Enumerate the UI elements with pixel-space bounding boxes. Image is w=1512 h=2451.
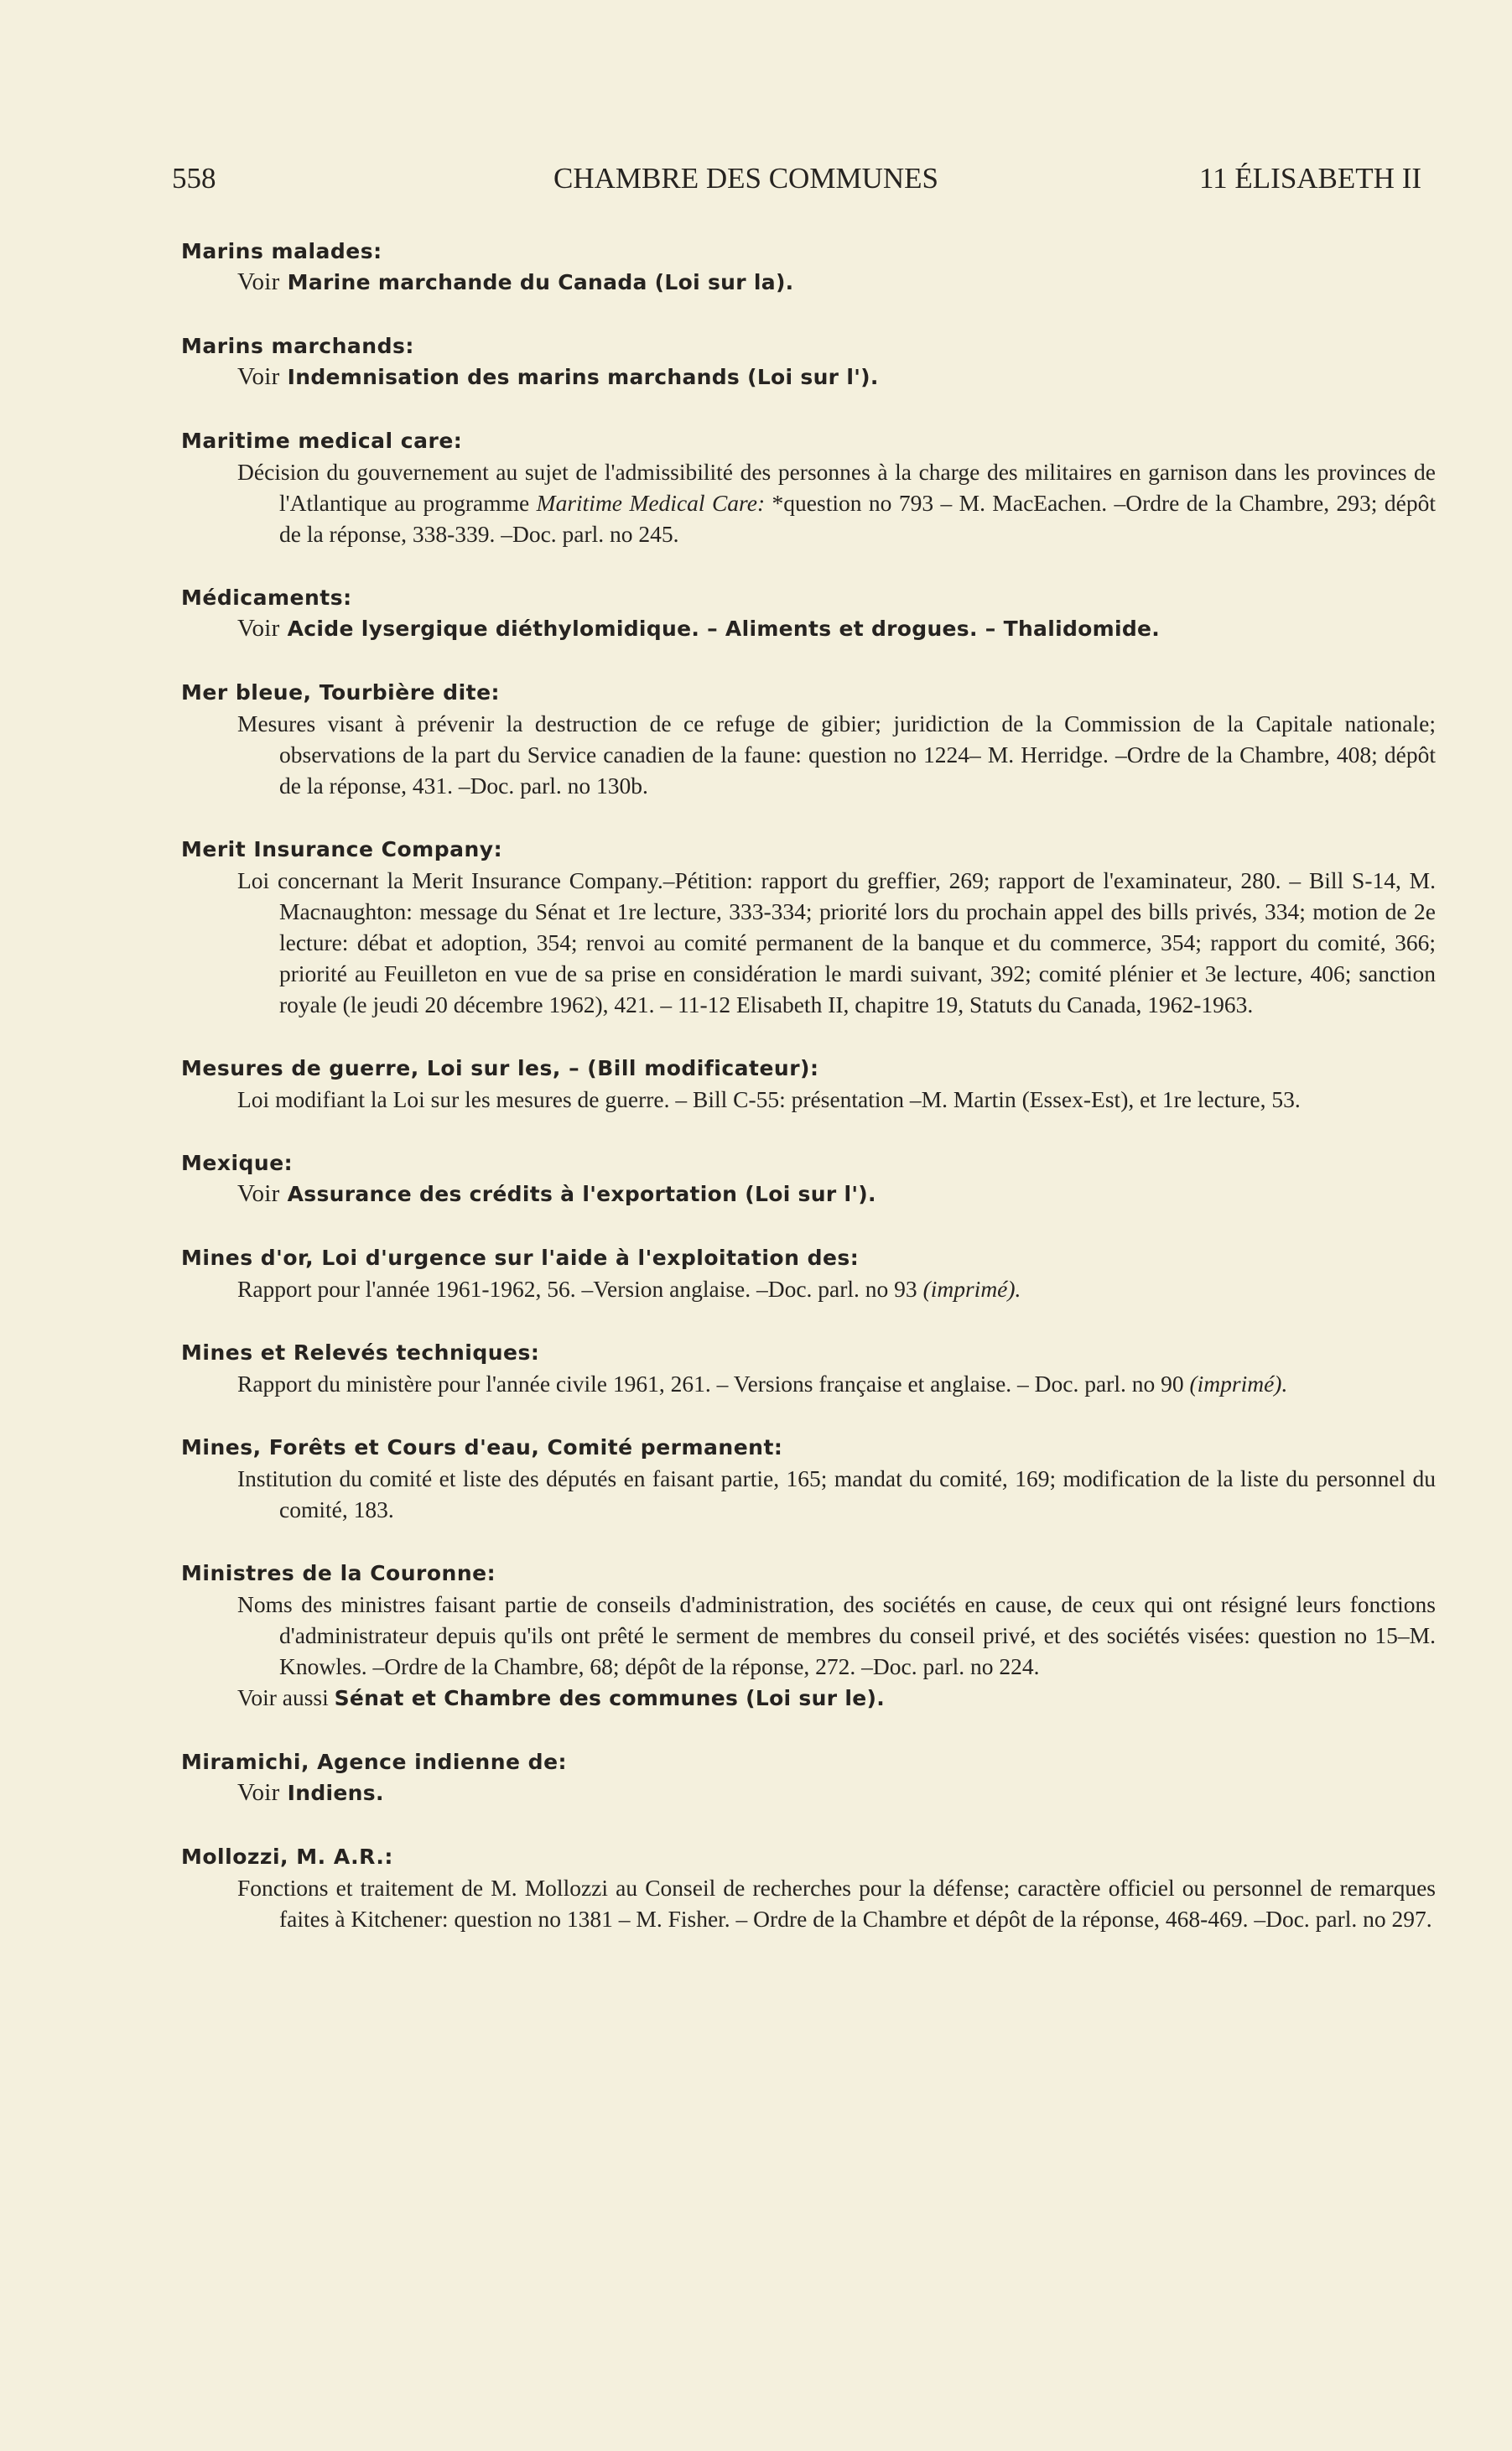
running-title: CHAMBRE DES COMMUNES	[553, 162, 938, 195]
index-entry-marins-marchands	[181, 331, 1436, 393]
entry-heading: Ministres de la Couronne:	[181, 1561, 496, 1585]
cross-reference: Voir Marine marchande du Canada (Loi sur la).	[237, 268, 794, 295]
entry-heading: Médicaments:	[181, 585, 352, 610]
cross-reference: Voir Assurance des crédits à l'exportation (Loi sur l').	[237, 1180, 876, 1207]
entry-heading: Mer bleue, Tourbière dite:	[181, 680, 501, 705]
entry-text: Loi modifiant la Loi sur les mesures de guerre. – Bill C-55: présentation –M. Martin (Essex-Est), et 1re lecture, 53.	[237, 1086, 1301, 1112]
index-entry-mesures-de-guerre	[181, 1054, 1436, 1115]
index-entry-ministres	[181, 1559, 1436, 1714]
entry-heading: Mollozzi, M. A.R.:	[181, 1845, 393, 1869]
entry-text: Institution du comité et liste des députés en faisant partie, 165; mandat du comité, 169; modification de la liste du personnel du comité, 183.	[237, 1465, 1436, 1522]
index-entry-medicaments	[181, 583, 1436, 644]
page-number: 558	[172, 162, 216, 195]
entry-heading: Mexique:	[181, 1151, 294, 1175]
index-entry-miramichi	[181, 1747, 1436, 1808]
cross-reference: Voir Acide lysergique diéthylomidique. – Aliments et drogues. – Thalidomide.	[237, 615, 1161, 642]
entry-heading: Mines, Forêts et Cours d'eau, Comité permanent:	[181, 1435, 783, 1460]
index-entry-mines-forets	[181, 1433, 1436, 1525]
index-entry-mines-et-releves	[181, 1338, 1436, 1399]
entry-heading: Maritime medical care:	[181, 429, 463, 453]
entry-text: Rapport pour l'année 1961-1962, 56. –Version anglaise. –Doc. parl. no 93 (imprimé).	[237, 1276, 1021, 1302]
cross-reference: Voir Indiens.	[237, 1779, 384, 1806]
index-entry-mer-bleue	[181, 678, 1436, 801]
see-also-reference: Voir aussi Sénat et Chambre des communes (Loi sur le).	[237, 1684, 885, 1710]
index-entry-mexique	[181, 1148, 1436, 1210]
entry-heading: Merit Insurance Company:	[181, 837, 503, 861]
entry-heading: Mesures de guerre, Loi sur les, – (Bill modificateur):	[181, 1056, 819, 1080]
entry-heading: Mines et Relevés techniques:	[181, 1340, 540, 1365]
entry-text: Mesures visant à prévenir la destruction de ce refuge de gibier; juridiction de la Commission de la Capitale nationale; observations de la part du Service canadien de la faune: question no 1224– M. Herridge. –Ordre de la Chambre, 408; dépôt de la réponse, 431. –Doc. parl. no 130b.	[237, 710, 1436, 799]
entry-heading: Mines d'or, Loi d'urgence sur l'aide à l'exploitation des:	[181, 1246, 860, 1270]
entry-heading: Miramichi, Agence indienne de:	[181, 1750, 568, 1774]
index-entry-merit-insurance	[181, 835, 1436, 1020]
entry-text: Noms des ministres faisant partie de conseils d'administration, des sociétés en cause, de ceux qui ont résigné leurs fonctions d'administrateur depuis qu'ils ont prêté le serment de membres du conseil privé, et des sociétés visées: question no 15–M. Knowles. –Ordre de la Chambre, 68; dépôt de la réponse, 272. –Doc. parl. no 224.	[237, 1591, 1436, 1679]
entry-text: Fonctions et traitement de M. Mollozzi au Conseil de recherches pour la défense; caractère officiel ou personnel de remarques faites à Kitchener: question no 1381 – M. Fisher. – Ordre de la Chambre et dépôt de la réponse, 468-469. –Doc. parl. no 297.	[237, 1875, 1436, 1932]
cross-reference: Voir Indemnisation des marins marchands (Loi sur l').	[237, 363, 879, 390]
entry-text: Loi concernant la Merit Insurance Company.–Pétition: rapport du greffier, 269; rapport de l'examinateur, 280. – Bill S-14, M. Macnaughton: message du Sénat et 1re lecture, 333-334; priorité lors du prochain appel des bills privés, 334; motion de 2e lecture: débat et adoption, 354; renvoi au comité permanent de la banque et du commerce, 354; rapport du comité, 366; priorité au Feuilleton en vue de sa prise en considération le mardi suivant, 392; comité plénier et 3e lecture, 406; sanction royale (le jeudi 20 décembre 1962), 421. – 11-12 Elisabeth II, chapitre 19, Statuts du Canada, 1962-1963.	[237, 867, 1436, 1017]
index-entries	[181, 237, 1436, 1968]
index-entry-marins-malades	[181, 237, 1436, 298]
entry-text: Rapport du ministère pour l'année civile 1961, 261. – Versions française et anglaise. – Doc. parl. no 90 (imprimé).	[237, 1371, 1288, 1397]
entry-heading: Marins malades:	[181, 239, 382, 263]
entry-text: Décision du gouvernement au sujet de l'admissibilité des personnes à la charge des militaires en garnison dans les provinces de l'Atlantique au programme Maritime Medical Care: *question no 793 – M. MacEachen. –Ordre de la Chambre, 293; dépôt de la réponse, 338-339. –Doc. parl. no 245.	[237, 459, 1436, 547]
running-head	[172, 158, 1421, 200]
index-entry-mines-d-or	[181, 1243, 1436, 1304]
index-entry-maritime-medical-care	[181, 426, 1436, 549]
entry-heading: Marins marchands:	[181, 334, 414, 358]
reign-year: 11 ÉLISABETH II	[1198, 162, 1421, 195]
index-entry-mollozzi	[181, 1842, 1436, 1934]
